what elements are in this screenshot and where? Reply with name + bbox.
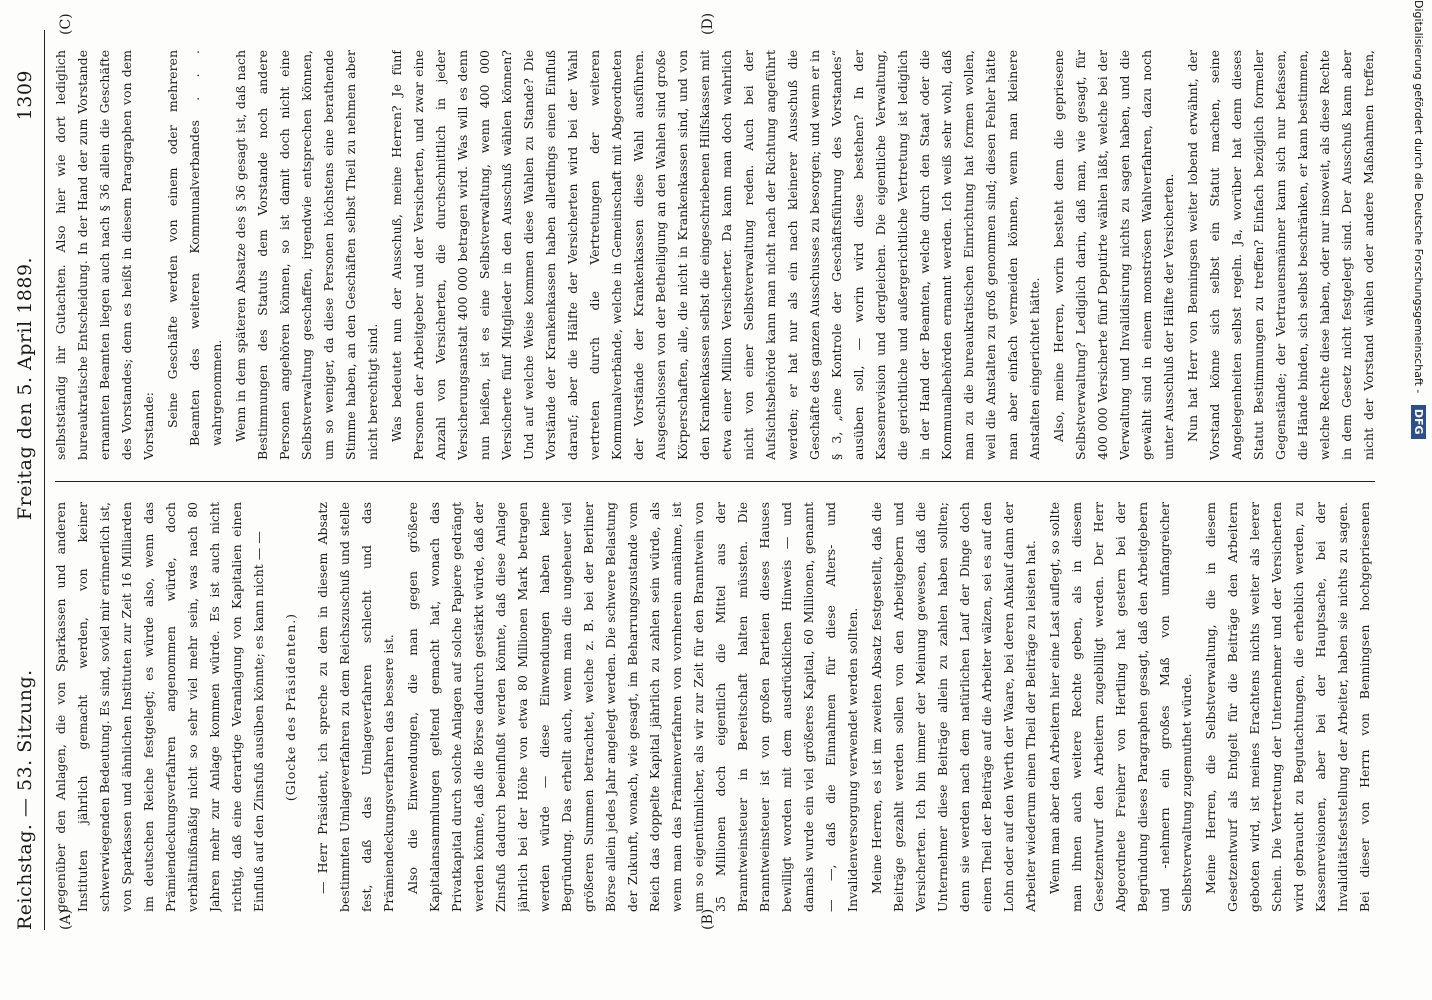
dfg-logo: DFG — [1411, 405, 1426, 439]
paragraph: Also die Einwendungen, die man gegen größere Kapitalansammlungen geltend gemacht hat, wonach das Privatkapital durch solche Anlagen auf solche Papiere gedrängt werden könnte, daß die Börse dadurch gestärkt würde, daß der Zinsfuß dadurch beeinflußt werden könnte, daß diese Anlage jährlich bei der Höhe von etwa 80 Millionen Mark betragen werden würde — diese Einwendungen haben keine Begründung. Das erhellt auch, wenn man die ungeheuer viel größeren Summen betrachtet, welche z. B. bei der Berliner Börse allein jedes Jahr angelegt werden. Die schwere Belastung der Zukunft, wonach, wie gesagt, im Beharrungszustande vom Reich das doppelte Kapital jährlich zu zahlen sein würde, als wenn man das Prämienverfahren von vornherein annähme, ist um so eigentümlicher, als wir zur Zeit für den Branntwein von 35 Millionen doch eigentlich die Mittel aus der Branntweinsteuer in Bereitschaft halten müssten. Die Branntweinsteuer ist von großen Parteien dieses Hauses bewilligt worden mit dem ausdrücklichen Hinweis — und damals wurde ein viel größeres Kapital, 60 Millionen, genannt — —, daß die Einnahmen für diese Alters- und Invalidenversorgung verwendet werden sollten. — [405, 502, 860, 912]
quoted-passage: Seine Geschäfte werden von einem oder mehreren Beamten des weiteren Kommunalverbandes . . . wahrgenommen. — [165, 50, 224, 446]
paragraph: selbstständig ihr Gutachten. Also hier wie dort lediglich bureaukratische Entscheidung. In der Hand der zum Vorstande ernannten Beamten liegen auch nach § 36 allein die Geschäfte des Vorstandes; denn es heißt in diesem Paragraphen von dem Vorstande: — [53, 50, 156, 460]
paragraph: Meine Herren, es ist im zweiten Absatz festgestellt, daß die Beiträge gezahlt werden sollen von den Arbeitgebern und Versicherten. Ich bin immer der Meinung gewesen, daß die Unternehmer diese Beiträge allein zu zahlen haben sollten; denn sie werden nach dem natürlichen Lauf der Dinge doch einen Theil der Beiträge auf die Arbeiter wälzen, sei es auf den Lohn oder auf den Werth der Waare, bei deren Ankauf dann der Arbeiter wiederum einen Theil der Beiträge zu leisten hat. — [869, 502, 1038, 912]
left-column — [50, 502, 1380, 912]
header-session: Reichstag. — 53. Sitzung. — [14, 669, 36, 930]
paragraph: gegenüber den Anlagen, die von Sparkassen und anderen Instituten jährlich gemacht werden, von keiner schwerwiegenden Bedeutung. Es sind, soviel mir erinnerlich ist, von Sparkassen und ähnlichen Instituten zur Zeit 16 Milliarden im deutschen Reiche festgelegt; es würde also, wenn das Prämiendeckungsverfahren angenommen würde, doch verhältnißmäßig nicht so sehr viel mehr sein, was nach 80 Jahren mehr zur Anlage kommen würde. Es ist auch nicht richtig, daß eine derartige Veranlagung von Kapitalien einen Einfluß auf den Zinsfuß ausüben könnte; es kann nicht — — — [53, 502, 266, 912]
margin-marker-a: (A) — [58, 908, 74, 930]
paragraph: Meine Herren, die Selbstverwaltung, die in diesem Gesetzentwurf als Entgelt für die Beiträge den Arbeitern geboten wird, ist meines Erachtens nichts weiter als leerer Schein. Die Vertretung der Unternehmer und der Versicherten wird gebraucht zu Begutachtungen, die erheblich werden, zu Kassenrevisionen, aber bei der Hauptsache, bei der Invaliditätsfeststellung der Arbeiter, haben sie nichts zu sagen. Bei dieser von Herrn von Benningsen hochgepriesenen — [1203, 502, 1372, 912]
column-divider — [55, 481, 1375, 482]
paragraph: Was bedeutet nun der Ausschuß, meine Herren? Je fünf Personen der Arbeitgeber und der Versicherten, und zwar eine Anzahl von Versicherten, die durchschnittlich in jeder Versicherungsanstalt 400 000 betragen wird. Was will es denn nun heißen, ist es eine Selbstverwaltung, wenn 400 000 Versicherte fünf Mitglieder in den Ausschuß wählen können? Und auf welche Weise kommen diese Wahlen zu Stande? Die Vorstände der Krankenkassen haben allerdings einen Einfluß darauf; aber die Hälfte der Versicherten wird bei der Wahl vertreten durch die Vertretungen der weiteren Kommunalverbände, welche in Gemeinschaft mit Abgeordneten der Vorstände der Krankenkassen diese Wahl ausführen. Ausgeschlossen von der Betheiligung an den Wahlen sind große Körperschaften, alle, die nicht in Krankenkassen sind, und von den Krankenkassen selbst die eingeschriebenen Hilfskassen mit etwa einer Million Versicherter. Da kann man doch wahrlich nicht von einer Selbstverwaltung reden. Auch bei der Aufsichtsbehörde kann man nicht nach der Richtung angeführt werden; er hat nur als ein nach kleinerer Ausschuß die Geschäfte des ganzen Ausschusses zu besorgen; und wenn er in § 3, „eine Kontrole der Geschäftsführung des Vorstandes“ ausüben soll, — worin wird diese bestehen? In der Kassenrevision und dergleichen. Die eigentliche Verwaltung, die gerichtliche und außergerichtliche Vertretung ist lediglich in der Hand der Beamten, welche durch den Staat oder die Kommunalbehörden ernannt werden. Ich weiß sehr wohl, daß man zu die bureaukratischen Einrichtung hat formen wollen, weil die Anstalten zu groß genommen sind; diesen Fehler hätte man aber einfach vermeiden können, wenn man kleinere Anstalten eingerichtet hätte. — [389, 50, 1042, 460]
paragraph: — Herr Präsident, ich spreche zu dem in diesem Absatz bestimmten Umlageverfahren zu dem Reichszuschuß und stelle fest, daß das Umlageverfahren schlecht und das Prämiendeckungsverfahren das bessere ist. — [315, 502, 396, 912]
right-column — [50, 50, 1380, 460]
page-number: 1309 — [14, 70, 36, 121]
funding-text: Digitalisierung gefördert durch die Deutsche Forschungsgemeinschaft - — [1412, 0, 1425, 394]
digitization-note-text — [1406, 0, 1430, 1000]
bell-remark: (Glocke des Präsidenten.) — [283, 612, 298, 802]
header-rule — [44, 30, 45, 930]
paragraph: Also, meine Herren, worin besteht denn die gepriesene Selbstverwaltung? Lediglich darin, daß man, wie gesagt, für 400 000 Versicherte fünf Deputirte wählen läßt, welche bei der Verwaltung und Invalidisirung nichts zu sagen haben, und die gewählt sind in einem monströsen Wahlverfahren, dazu noch unter Ausschluß der Hälfte der Versicherten. — [1051, 50, 1176, 460]
margin-marker-d: (D) — [700, 12, 716, 35]
paragraph: Wenn man aber den Arbeitern hier eine Last auflegt, so sollte man ihnen auch weitere Rechte geben, als in diesem Gesetzentwurf den Arbeitern zugebilligt werden. Der Herr Abgeordnete Freiherr von Hertling hat gestern bei der Begründung dieses Paragraphen gesagt, daß den Arbeitgebern und -nehmern ein großes Maß von umfangreicher Selbstverwaltung zugemuthet würde. — [1047, 502, 1194, 912]
digitization-note — [1406, 0, 1430, 1000]
header-date-text: Freitag den 5. April 1889. — [14, 256, 36, 521]
paragraph: Nun hat Herr von Benningsen weiter lobend erwähnt, der Vorstand könne sich selbst ein Statut machen, seine Angelegenheiten selbst regeln. Ja, worüber hat denn dieses Statut Bestimmungen zu treffen? Einfach bezüglich formeller Gegenstände; der Vertrauensmänner kann sich nur befassen, die Hände binden, sich selbst beschränken, er kann bestimmen, welche Rechte diese haben, oder nur insoweit, als diese Rechte in dem Gesetz nicht festgelegt sind. Der Ausschuß kann aber nicht der Vorstand wählen oder andere Maßnahmen treffen, — [1185, 50, 1376, 460]
header-date — [14, 70, 36, 520]
paragraph: Wenn in dem späteren Absatze des § 36 gesagt ist, daß nach Bestimmungen des Statuts dem Vorstande noch andere Personen angehören können, so ist damit doch nicht eine Selbstverwaltung geschaffen, irgendwie entsprechen können, um so weniger, da diese Personen höchstens eine berathende Stimme haben, an den Geschäften selbst Theil zu nehmen aber nicht berechtigt sind. — [233, 50, 380, 460]
margin-marker-b: (B) — [700, 908, 716, 930]
margin-marker-c: (C) — [58, 13, 74, 35]
page-header — [8, 0, 42, 1000]
